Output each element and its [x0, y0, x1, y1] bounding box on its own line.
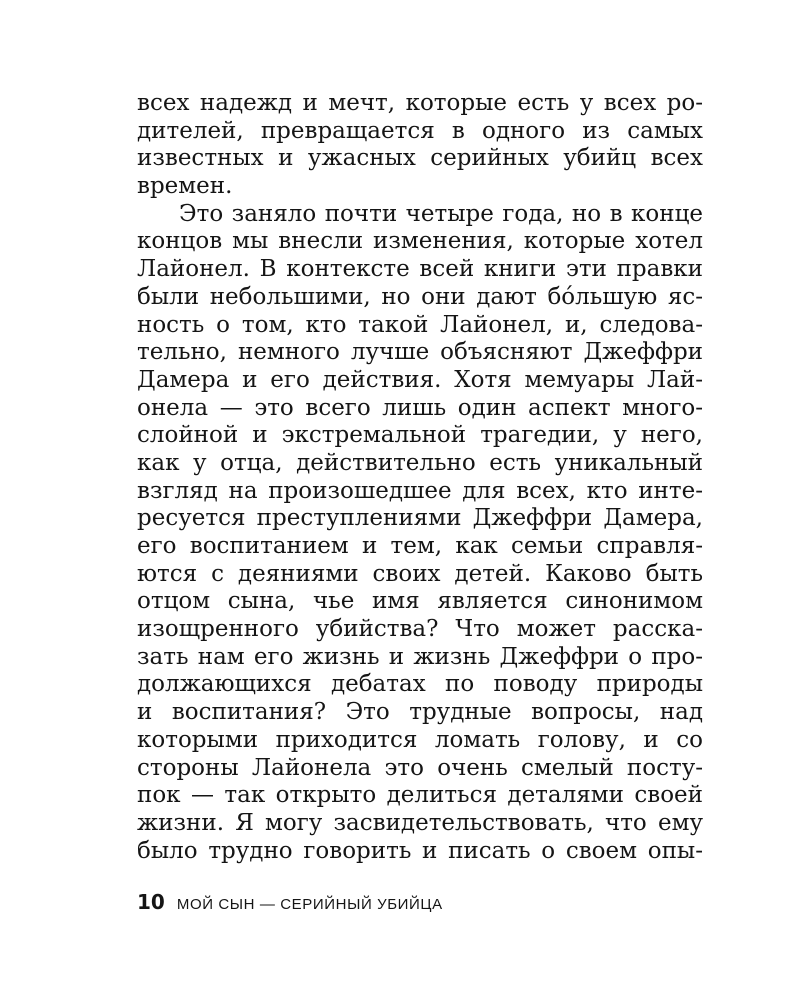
text-line: концов мы внесли изменения, которые хотел — [137, 228, 703, 255]
text-line: всех надежд и мечт, которые есть у всех ро- — [137, 90, 703, 116]
text-line: пок — так открыто делиться деталями своей — [137, 782, 703, 809]
text-line: его воспитанием и тем, как семьи справля- — [137, 533, 703, 559]
text-line: должающихся дебатах по поводу природы — [137, 671, 703, 698]
text-line: изощренного убийства? Что может расска- — [137, 616, 703, 643]
text-line: стороны Лайонела это очень смелый посту- — [137, 754, 703, 781]
text-line: были небольшими, но они дают бóльшую яс- — [137, 283, 703, 310]
text-line: Дамера и его действия. Хотя мемуары Лай- — [137, 366, 703, 393]
running-title: МОЙ СЫН — СЕРИЙНЫЙ УБИЙЦА — [176, 896, 443, 913]
text-line: дителей, превращается в одного из самых — [137, 117, 703, 144]
text-line: слойной и экстремальной трагедии, у него, — [137, 422, 703, 449]
text-line: было трудно говорить и писать о своем опы- — [137, 837, 703, 864]
text-line: известных и ужасных серийных убийц всех — [137, 145, 703, 172]
text-line: онела — это всего лишь один аспект много- — [137, 394, 703, 421]
text-line: ность о том, кто такой Лайонел, и, следова- — [137, 311, 703, 338]
text-line: тельно, немного лучше объясняют Джеффри — [137, 339, 703, 366]
text-line: как у отца, действительно есть уникальный — [137, 449, 703, 476]
text-line: которыми приходится ломать голову, и со — [137, 726, 703, 753]
text-line: ются с деяниями своих детей. Каково быть — [137, 560, 703, 587]
text-line: времен. — [137, 173, 233, 200]
page-footer — [137, 890, 443, 918]
paragraph-first-line: Это заняло почти четыре года, но в конце — [179, 200, 703, 227]
text-line: жизни. Я могу засвидетельствовать, что ему — [137, 809, 703, 836]
text-line: взгляд на произошедшее для всех, кто инте- — [137, 477, 703, 504]
text-line: и воспитания? Это трудные вопросы, над — [137, 699, 703, 726]
text-line: Лайонел. В контексте всей книги эти правки — [137, 256, 703, 283]
body-text — [137, 90, 703, 865]
text-line: зать нам его жизнь и жизнь Джеффри о про- — [137, 643, 703, 670]
page-number: 10 — [137, 890, 165, 914]
text-line: ресуется преступлениями Джеффри Дамера, — [137, 505, 703, 532]
text-line: отцом сына, чье имя является синонимом — [137, 588, 703, 615]
